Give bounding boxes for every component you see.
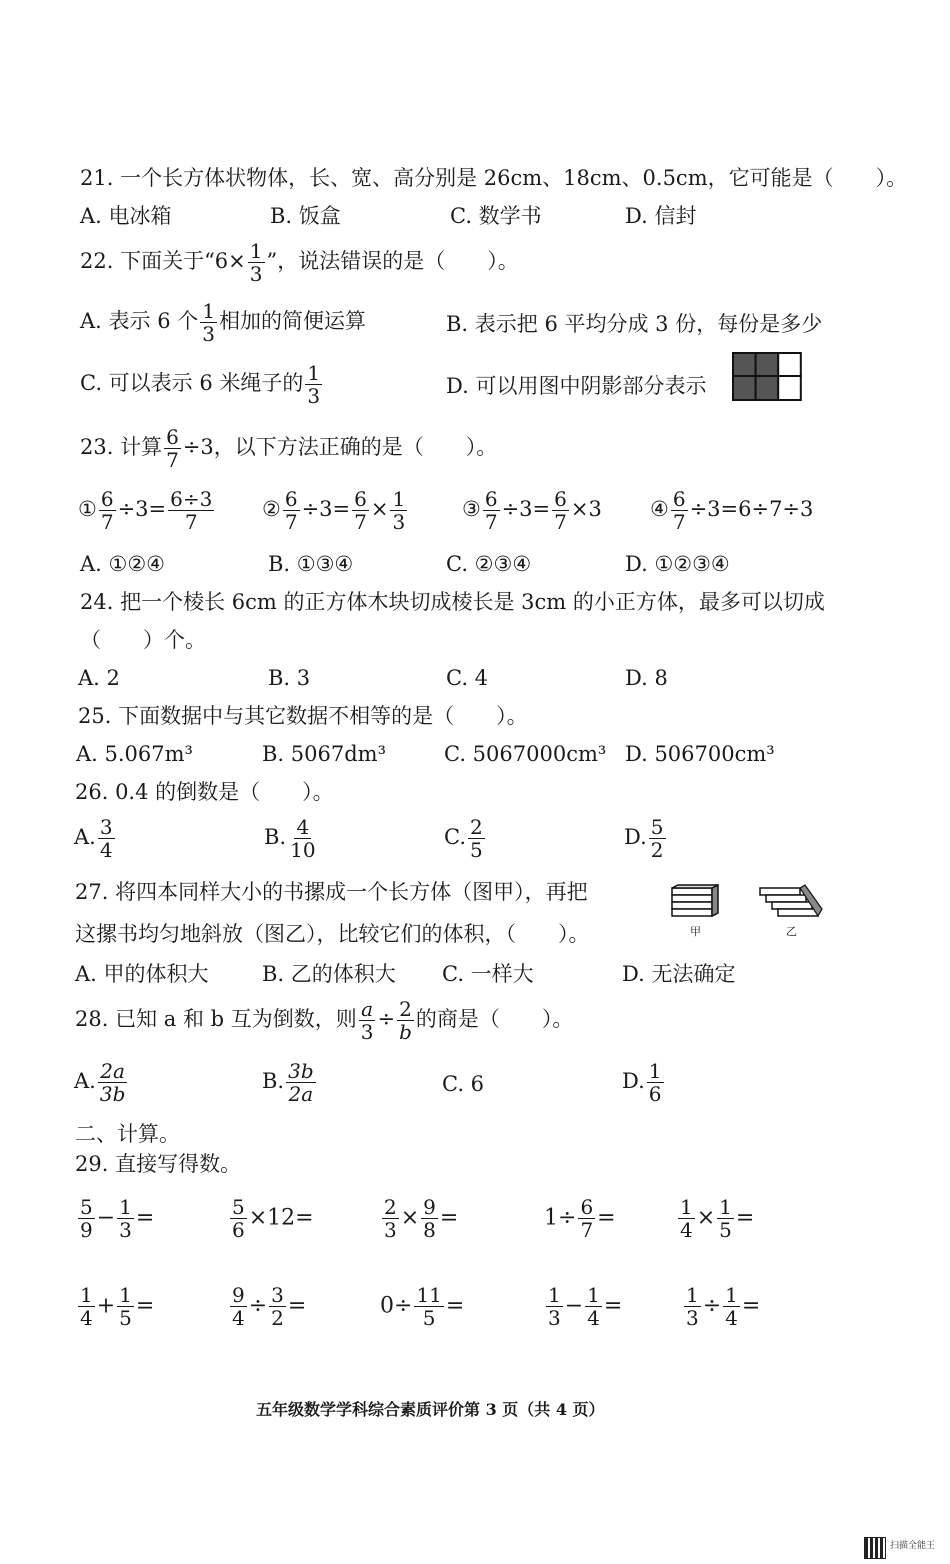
q29-item: $\frac{1}{4}$ + $\frac{1}{5}$ = bbox=[80, 1283, 155, 1330]
q29-item: $\frac{2}{3}$ × $\frac{9}{8}$ = bbox=[384, 1195, 459, 1242]
q28-option-b: B. $\frac{3b}{2a}$ bbox=[262, 1059, 314, 1106]
q29-item: 0÷ $\frac{11}{5}$ = bbox=[380, 1283, 465, 1330]
q24-stem-line2: （ ）个。 bbox=[80, 628, 206, 652]
q28-option-a: A. $\frac{2a}{3b}$ bbox=[74, 1059, 126, 1106]
page-footer: 五年级数学学科综合素质评价第 3 页（共 4 页） bbox=[256, 1400, 605, 1419]
q27-stem-line2: 这摞书均匀地斜放（图乙），比较它们的体积，（ ）。 bbox=[75, 922, 590, 946]
q23-stem: 23. 计算 $\frac{6}{7}$ ÷3，以下方法正确的是（ ）。 bbox=[80, 425, 498, 472]
q29-item: $\frac{9}{4}$ ÷ $\frac{3}{2}$ = bbox=[232, 1283, 307, 1330]
q27-option-c: C. 一样大 bbox=[442, 962, 534, 986]
q21-option-c: C. 数学书 bbox=[450, 204, 542, 228]
q25-option-b: B. 5067dm³ bbox=[262, 742, 387, 766]
q21-option-a: A. 电冰箱 bbox=[80, 204, 172, 228]
fig-yi-label: 乙 bbox=[786, 925, 797, 938]
q21-stem: 21. 一个长方体状物体，长、宽、高分别是 26cm、18cm、0.5cm，它可能是（ ）。 bbox=[80, 166, 908, 190]
q29-item: $\frac{5}{9}$ − $\frac{1}{3}$ = bbox=[80, 1195, 155, 1242]
q22-option-b: B. 表示把 6 平均分成 3 份，每份是多少 bbox=[446, 312, 823, 336]
q22-option-d: D. 可以用图中阴影部分表示 bbox=[446, 374, 707, 398]
q27-option-a: A. 甲的体积大 bbox=[75, 962, 209, 986]
q24-option-d: D. 8 bbox=[625, 666, 668, 690]
qr-code-icon bbox=[864, 1537, 886, 1559]
q23-method-4: ④ $\frac{6}{7}$ ÷3=6÷7÷3 bbox=[650, 487, 814, 534]
fig-jia-label: 甲 bbox=[690, 925, 701, 938]
shaded-grid-figure bbox=[732, 352, 802, 402]
q29-stem: 29. 直接写得数。 bbox=[75, 1152, 242, 1176]
q22-option-c: C. 可以表示 6 米绳子的 $\frac{1}{3}$ bbox=[80, 361, 321, 408]
q21-option-d: D. 信封 bbox=[625, 204, 697, 228]
q29-item: $\frac{1}{4}$ × $\frac{1}{5}$ = bbox=[680, 1195, 755, 1242]
q24-stem-line1: 24. 把一个棱长 6cm 的正方体木块切成棱长是 3cm 的小正方体，最多可以切成 bbox=[80, 590, 825, 614]
q23-option-c: C. ②③④ bbox=[446, 552, 532, 576]
q25-option-c: C. 5067000cm³ bbox=[444, 742, 607, 766]
q23-option-b: B. ①③④ bbox=[268, 552, 354, 576]
q23-method-1: ① $\frac{6}{7}$ ÷3= $\frac{6\div 3}{7}$ bbox=[78, 487, 213, 534]
scanner-watermark: 扫描全能王 bbox=[890, 1541, 936, 1551]
q25-option-a: A. 5.067m³ bbox=[76, 742, 193, 766]
q27-stem-line1: 27. 将四本同样大小的书摞成一个长方体（图甲），再把 bbox=[75, 880, 588, 904]
q29-item: $\frac{1}{3}$ − $\frac{1}{4}$ = bbox=[548, 1283, 623, 1330]
q22-option-a: A. 表示 6 个 $\frac{1}{3}$ 相加的简便运算 bbox=[80, 299, 366, 346]
q28-option-c: C. 6 bbox=[442, 1072, 485, 1096]
q23-option-a: A. ①②④ bbox=[80, 552, 165, 576]
q26-option-b: B. $\frac{4}{10}$ bbox=[264, 815, 316, 862]
book-stack-straight-figure bbox=[670, 884, 722, 924]
q27-option-d: D. 无法确定 bbox=[622, 962, 736, 986]
q24-option-a: A. 2 bbox=[78, 666, 120, 690]
q24-option-c: C. 4 bbox=[446, 666, 489, 690]
q25-stem: 25. 下面数据中与其它数据不相等的是（ ）。 bbox=[78, 704, 528, 728]
q24-option-b: B. 3 bbox=[268, 666, 311, 690]
q26-option-a: A. $\frac{3}{4}$ bbox=[74, 815, 113, 862]
q29-item: $\frac{5}{6}$ ×12= bbox=[232, 1195, 314, 1242]
q26-stem: 26. 0.4 的倒数是（ ）。 bbox=[75, 780, 334, 804]
book-stack-slanted-figure bbox=[758, 884, 824, 924]
q28-option-d: D. $\frac{1}{6}$ bbox=[622, 1059, 662, 1106]
q26-option-c: C. $\frac{2}{5}$ bbox=[444, 815, 483, 862]
q25-option-d: D. 506700cm³ bbox=[625, 742, 775, 766]
q22-stem: 22. 下面关于“6× $\frac{1}{3}$ ”，说法错误的是（ ）。 bbox=[80, 239, 519, 286]
q23-option-d: D. ①②③④ bbox=[625, 552, 730, 576]
q23-method-3: ③ $\frac{6}{7}$ ÷3= $\frac{6}{7}$ ×3 bbox=[462, 487, 602, 534]
q28-stem: 28. 已知 a 和 b 互为倒数，则 $\frac{a}{3}$ ÷ $\frac{2}{b}$ 的商是（ ）。 bbox=[75, 997, 574, 1044]
section-2-heading: 二、计算。 bbox=[75, 1122, 180, 1146]
q29-item: 1÷ $\frac{6}{7}$ = bbox=[544, 1195, 616, 1242]
q27-option-b: B. 乙的体积大 bbox=[262, 962, 396, 986]
q29-item: $\frac{1}{3}$ ÷ $\frac{1}{4}$ = bbox=[686, 1283, 761, 1330]
q21-option-b: B. 饭盒 bbox=[270, 204, 341, 228]
q26-option-d: D. $\frac{5}{2}$ bbox=[624, 815, 664, 862]
q23-method-2: ② $\frac{6}{7}$ ÷3= $\frac{6}{7}$ × $\frac{1}{3}$ bbox=[262, 487, 406, 534]
